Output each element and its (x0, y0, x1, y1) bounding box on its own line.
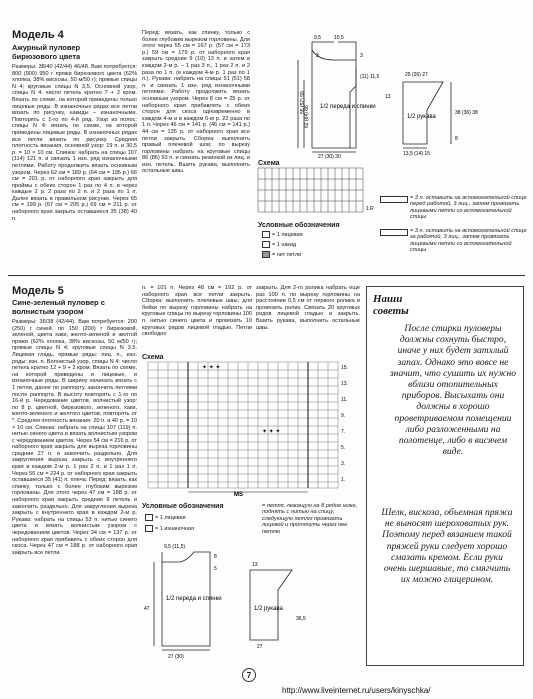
model5-sign-purl-box (145, 525, 153, 532)
svg-text:10,5: 10,5 (334, 35, 344, 41)
svg-text:47: 47 (144, 606, 150, 612)
model5-row-5: 5. (341, 445, 346, 451)
svg-text:27 (30): 27 (30) (168, 654, 184, 660)
model5-text-col1: Размеры: 36/38 (42/44). Вам потребуется: 200 (250) г синей, по 150 (200) г бирюзовой, зеленой, цвета хаки, желто-зеленой и желтой пряжи (62% хлопка, 38% вискозы, 50 м/50 г); прямые спицы N 4; круговые спицы N 3,5. Лицевая гладь, прямые ряды: лиц. п., изн. ряды: изн. п. Волнистый узор, спицы N 4: число петель кратно 12 + 9 + 2 кром. Вязать по схеме, на которой приведены и лицевые, и изнаночные ряды. В ширину начинать вязать с 1 петли, далее по раппорту, закончить петлями после раппорта. В высоту повторять с 1-го по 16-й р. Чередование цветов, волнистый узор: по 8 р. цветной, бирюзового, зеленого, хаки, желто-зеленого и желтого цветов, повторять от *. Средняя плотность вязания: 20 п. и 40 р. = 10 × 10 см. Спинка: набрать на спицы 107 (119) п. нитью синего цвета и вязать волнистым узором с чередованием цветов. Через 54 см = 216 р. от наборного края закрыть для выреза горловины средние 27 п. и закончить раздельно. Для закругления выреза закрыть с внутреннего края в каждом 2-м р. 1 раз 2 п. и 1 раз 1 п. Через 56 см = 224 р. от наборного края закрыть оставшиеся 35 (41) п. плеча. Перед: вязать, как спинку, только с более глубоким вырезом горловины. Для этого через 47 см = 188 р. от наборного края закрыть средние 9 петель и закончить раздельно. Для закругления выреза закрыть с внутреннего края в каждом 2-м р. Рукава: набрать на спицы 53 п. нитью синего цвета и вязать волнистым узором с чередованием цветов. Через 34 см = 137 р. от наборного края прибавить с обеих сторон для скоса. Через 47 см = 188 р. от наборного края закрыть все петли. (12, 319, 137, 556)
svg-text:8: 8 (455, 136, 458, 142)
svg-text:3: 3 (316, 53, 319, 59)
svg-text:38 (36) 38: 38 (36) 38 (455, 110, 478, 116)
svg-text:5: 5 (214, 566, 217, 572)
model5-row-13: 13. (341, 381, 348, 387)
model4-width-label: 27 (30) 30 (318, 154, 341, 160)
model4-title: Модель 4 (12, 29, 64, 41)
svg-text:13,5 (14) 15: 13,5 (14) 15 (403, 151, 430, 157)
svg-text:13: 13 (252, 562, 258, 568)
svg-text:27: 27 (257, 644, 263, 650)
model5-sign-knit-box (145, 514, 153, 521)
model5-row-15: 15. (341, 365, 348, 371)
svg-text:13: 13 (385, 94, 391, 100)
model4-signs-title: Условные обозначения (258, 222, 340, 229)
section-divider (8, 275, 525, 276)
model4-sign-knit: = 1 лицевая (272, 232, 303, 238)
model4-note-cable2: = 3 п. оставить на вспомогательной спице за работой, 3 лиц., затем провязать лицевыми петли со вспомогательной спицы (410, 228, 527, 254)
tips-paragraph-2: Шелк, вискоза, объемная пряжа не выносят шероховатых рук. Поэтому перед вязанием такой пряжей руки следует хорошо смазать кремом. Если руки очень шершавые, то смягчить их можно глицерином. (381, 507, 513, 586)
footer-url[interactable]: http://www.liveinternet.ru/users/kinyschka/ (282, 686, 431, 695)
svg-text:36,5: 36,5 (296, 616, 306, 622)
model4-sleeve-label: 1/2 рукава (407, 114, 436, 120)
model5-row-9: 9. (341, 413, 346, 419)
model4-text-col1: Размеры: 38/40 (42/44) 46/48. Вам потребуется: 800 (900) 950 г пряжи бирюзового цвета (62% хлопка, 38% вискозы, 50 м/50 г); прямые спицы N 4; круговые спицы N 3,5. Основной узор, спицы N 4: число петель кратно 7 + 2 кром. Вязать по схеме, на которой приведены только лицевые ряды. В изнаночных рядах все петли вязать по рисунку, накиды – изнаночными. Повторять с 1-го по 4-й ряд. Узор из полос: спицы N 4: вязать по схеме, на которой приведены лицевые ряды. В изнаночных рядах все петли вязать по рисунку. Средняя плотность вязания, основной узор: 19 п. и 30,5 р. = 10 × 10 см. Спинка: набрать на спицы 107 (114) 121 п. и связать 1 изн. ряд изнаночными петлями. Работу продолжить вязать основным узором. Через 62 см = 189 р. (64 см = 195 р.) 66 см = 201 р. от наборного края закрыть для проймы с обеих сторон 1 раз по 4 п. и через каждые 2 р. 2 раза по 2 п. и 2 раза по 1 п. Далее вязать в правильном рисунке. Через 65 см = 199 р. (67 см = 205 р.) 69 см = 211 р. от наборного края закрыть оставшиеся 35 (38) 40 п. (12, 64, 137, 222)
model5-patterns (142, 540, 367, 660)
model4-front-label: 1/2 переда и спинки (320, 104, 376, 110)
svg-text:✦ ✦ ✦: ✦ ✦ ✦ (202, 365, 221, 371)
svg-text:(11) 11,5: (11) 11,5 (360, 74, 380, 80)
model4-schema-title: Схема (258, 160, 280, 167)
model4-body-pattern (288, 30, 383, 160)
page-number: 7 (242, 668, 256, 682)
model5-sign-knit: = 1 лицевая (155, 515, 186, 521)
model5-signs-title: Условные обозначения (142, 503, 224, 510)
model4-sign-yo-box (262, 241, 270, 248)
model5-front-label: 1/2 переда и спинки (166, 596, 222, 602)
model4-cable1-symbol (380, 196, 408, 203)
model5-schema-title: Схема (142, 354, 164, 361)
svg-text:55 (57) 59: 55 (57) 59 (300, 91, 306, 114)
svg-text:8: 8 (214, 554, 217, 560)
model4-subtitle: Ажурный пуловер бирюзового цвета (12, 43, 81, 61)
model4-text-col2: Перед: вязать, как спинку, только с более глубоким вырезом горловины. Для этого через 55 см = 167 р. (57 см = 173 р.) 59 см = 179 р. от наборного края закрыть средние 9 (10) 13 п. и затем в каждом 2-м р. – 1 раз 3 п., 1 раз 2 п. и 2 раза по 1 п. (в каждом 4-м р. 1 раз по 1 п.). Рукава: набрать на спицы 51 (51) 58 п. и связать 1 изн. ряд изнаночными петлями. Работу продолжить вязать основным узором. Через 8 см = 25 р. от наборного края прибавлять с обеих сторон для скоса одновременно в каждом 4-м и в каждом 6-м р. 22 раза по 1 п. Через 46 см = 141 р. (46 см = 141 р.) 44 см = 135 р. от наборного края все петли закрыть. Сборка: выполнить правый плечевой шов; по вырезу горловины набрать на круговые спицы 86 (86) 93 п. и связать резинкой из лиц. и изн. петель. Вшить рукава, выполнить остальные швы. (142, 30, 250, 175)
model5-text-col3: закрыть. Для 2-го ролика набрать еще раз 100 п. по вырезу горловины на расстоянии 0,5 см от первого ролика и провязать ролик. Связать 20 круговых рядов лицевой гладью и закрыть. Вшить рукава, выполнить остальные швы. (256, 285, 360, 331)
model4-sign-none-box (262, 251, 270, 258)
model5-sign-purl: = 1 изнаночная (155, 526, 194, 532)
model4-cable2-symbol (380, 229, 408, 236)
svg-text:62 (64) 66: 62 (64) 66 (304, 105, 310, 128)
model5-subtitle: Сине-зеленый пуловер с волнистым узором (12, 298, 105, 316)
model5-schema-grid (142, 362, 364, 502)
model4-schema-grid (258, 168, 378, 216)
svg-text:9,5: 9,5 (314, 35, 321, 41)
model4-sleeve-pattern (383, 62, 523, 162)
model5-sleeve-label: 1/2 рукава (254, 606, 283, 612)
model5-row-7: 7. (341, 429, 346, 435)
tips-box (366, 286, 524, 666)
model5-text-col2: п. = 101 п. Через 48 см = 192 р. от наборного края все петли закрыть. Сборка: выполнить плечевые швы; для бейки по вырезу горловины набрать на круговые спицы по вырезу горловины 100 п. нитью синего цвета и провязать 10 круговых рядов лицевой гладью. Петли свободно (142, 285, 252, 338)
model5-row-11: 11. (341, 397, 348, 403)
model4-sign-none: = нет петли (272, 252, 302, 258)
model4-sign-knit-box (262, 231, 270, 238)
tips-title: Наши советы (373, 293, 409, 317)
model4-row-label: 1.R (366, 206, 374, 212)
model5-row-1: 1. (341, 477, 346, 483)
model5-row-3: 3. (341, 461, 346, 467)
model4-note-cable1: = 3 п. оставить на вспомогательной спице перед работой, 3 лиц., затем провязать лицевыми петли со вспомогательной спицы (410, 195, 527, 221)
model5-note: = петля, лежащую на 8 рядов ниже, поднять с нитью на спицу, следующую петлю провязать лицевой и протянуть через нее петлю (262, 503, 358, 535)
svg-text:✦ ✦ ✦: ✦ ✦ ✦ (262, 429, 281, 435)
model4-sign-yo: = 1 накид (272, 242, 297, 248)
model5-title: Модель 5 (12, 285, 64, 297)
model5-ms-label: MS (234, 492, 243, 498)
svg-text:9,5 (11,5): 9,5 (11,5) (164, 544, 186, 550)
tips-paragraph-1: После стирки пуловеры должны сохнуть быстро, иначе у них будет затхлый запах. Однако это вовсе не значит, что сушить их нужно вблизи отопительных приборов. Высыхать они должны в хорошо проветриваемом помещении либо разложенными на полотенце, либо в висячем виде. (389, 323, 517, 458)
svg-text:3: 3 (360, 53, 363, 59)
svg-text:25 (26) 27: 25 (26) 27 (405, 72, 428, 78)
